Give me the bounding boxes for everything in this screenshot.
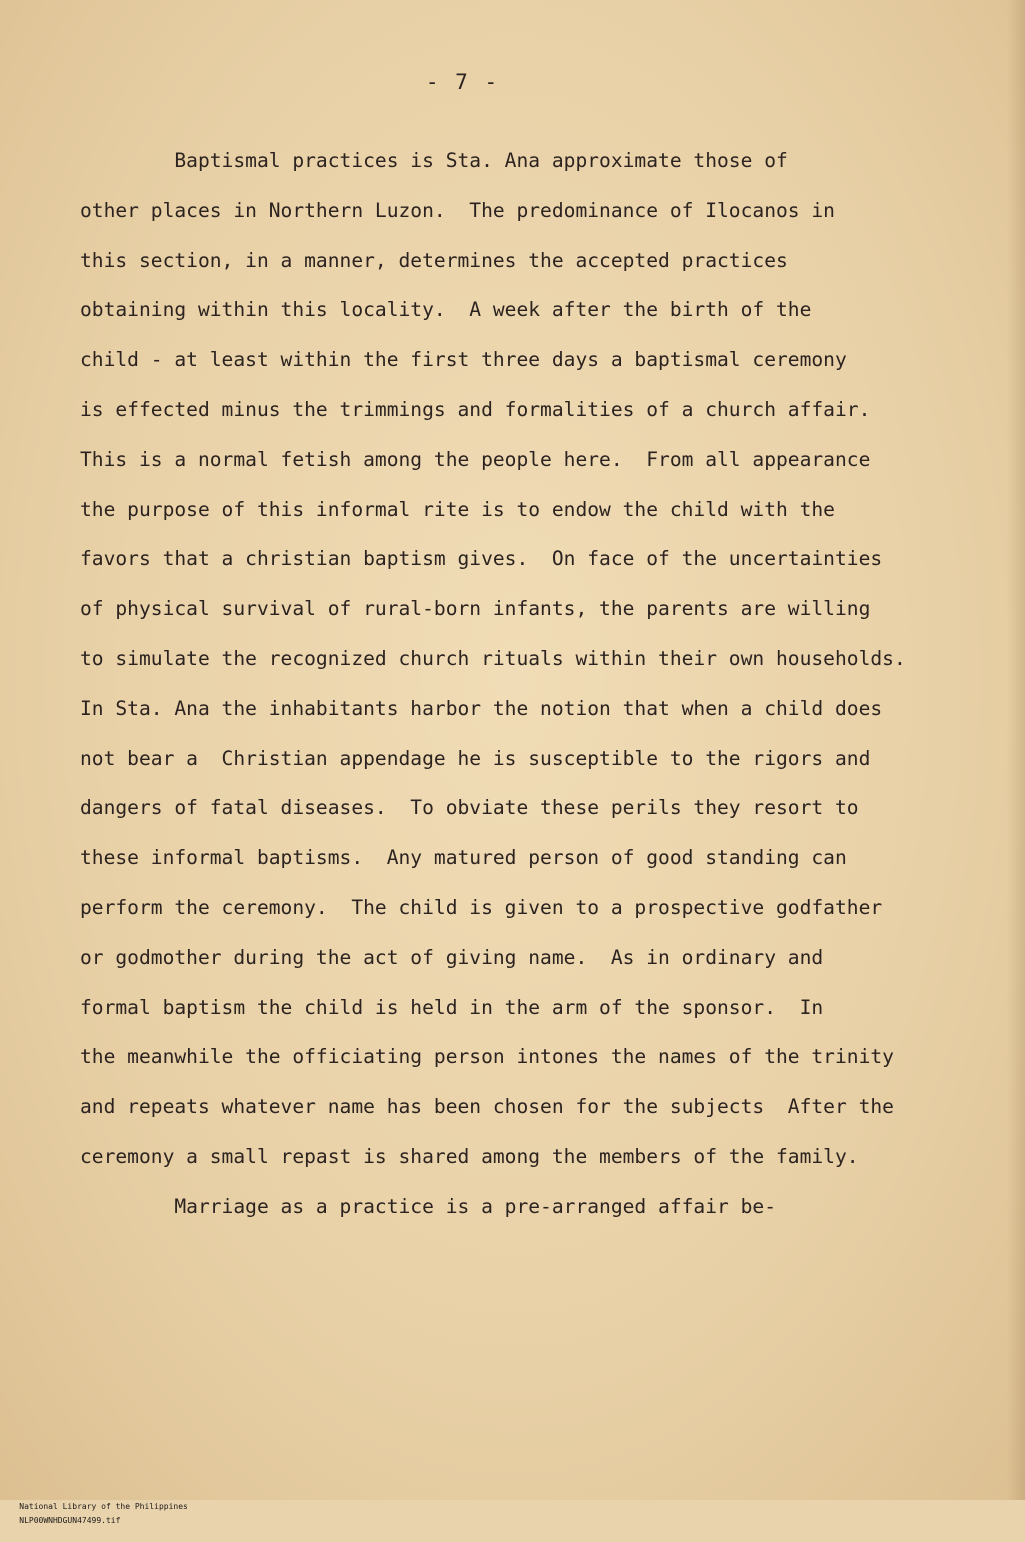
text-line: is effected minus the trimmings and formalities of a church affair. bbox=[80, 397, 871, 421]
text-line: formal baptism the child is held in the arm of the sponsor. In bbox=[80, 995, 824, 1019]
text-line: or godmother during the act of giving name. As in ordinary and bbox=[80, 945, 824, 969]
footer-library: National Library of the Philippines bbox=[19, 1502, 188, 1511]
text-line: other places in Northern Luzon. The predominance of Ilocanos in bbox=[80, 198, 835, 222]
text-line: of physical survival of rural-born infants, the parents are willing bbox=[80, 597, 871, 621]
page-edge-shadow bbox=[1007, 0, 1025, 1500]
text-line: and repeats whatever name has been chosen for the subjects After the bbox=[80, 1095, 894, 1119]
text-line: Baptismal practices is Sta. Ana approximate those of bbox=[80, 149, 788, 172]
text-line: favors that a christian baptism gives. On face of the uncertainties bbox=[80, 547, 883, 571]
text-line: the purpose of this informal rite is to endow the child with the bbox=[80, 497, 835, 521]
text-line: Marriage as a practice is a pre-arranged affair be- bbox=[80, 1194, 776, 1218]
text-line: child - at least within the first three days a baptismal ceremony bbox=[80, 348, 847, 372]
text-line: This is a normal fetish among the people here. From all appearance bbox=[80, 447, 871, 471]
text-line: obtaining within this locality. A week after the birth of the bbox=[80, 298, 812, 322]
text-line: this section, in a manner, determines the accepted practices bbox=[80, 248, 788, 272]
scan-footer bbox=[0, 1486, 214, 1525]
text-line: the meanwhile the officiating person intones the names of the trinity bbox=[80, 1045, 894, 1069]
text-line: these informal baptisms. Any matured person of good standing can bbox=[80, 846, 847, 870]
text-line: ceremony a small repast is shared among the members of the family. bbox=[80, 1144, 859, 1168]
text-line: In Sta. Ana the inhabitants harbor the notion that when a child does bbox=[80, 696, 883, 720]
footer-filename: NLP00WNHDGUN47499.tif bbox=[19, 1516, 121, 1525]
text-line: dangers of fatal diseases. To obviate these perils they resort to bbox=[80, 796, 859, 820]
page-number: - 7 - bbox=[425, 70, 500, 94]
body-text bbox=[80, 144, 980, 1240]
text-line: perform the ceremony. The child is given to a prospective godfather bbox=[80, 895, 883, 919]
text-line: not bear a Christian appendage he is susceptible to the rigors and bbox=[80, 746, 871, 770]
text-line: to simulate the recognized church rituals within their own households. bbox=[80, 646, 906, 670]
